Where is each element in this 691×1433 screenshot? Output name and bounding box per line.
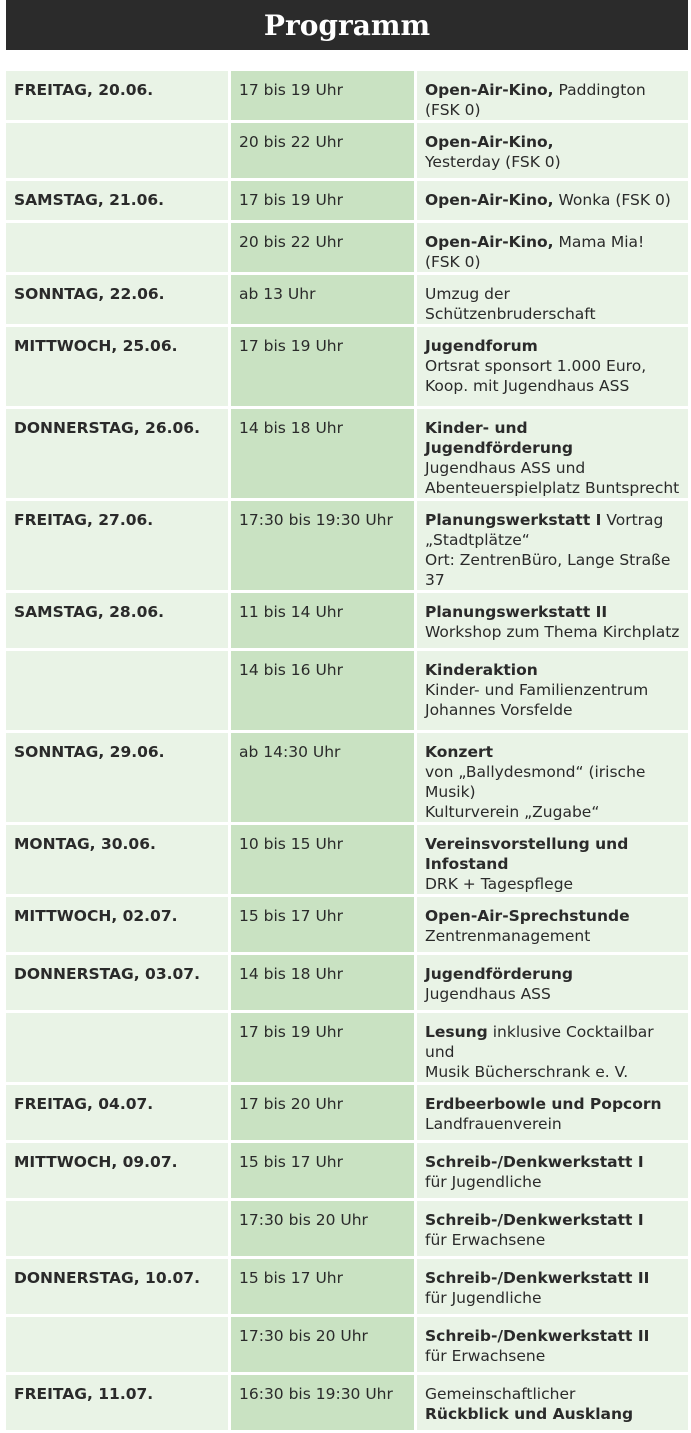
row-time: 20 bis 22 Uhr [228,123,417,178]
row-day: FREITAG, 11.07. [6,1375,228,1430]
table-row [6,1259,688,1314]
row-day: MITTWOCH, 09.07. [6,1143,228,1198]
event-title: Open-Air-Kino, [425,191,554,209]
row-time: 17:30 bis 20 Uhr [228,1201,417,1256]
row-event [417,327,688,406]
event-title: Jugendförderung [425,965,573,983]
row-event [417,1201,688,1256]
table-row [6,71,688,120]
table-row [6,897,688,952]
event-title: Rückblick und Ausklang [425,1405,634,1423]
row-time: 20 bis 22 Uhr [228,223,417,272]
row-time: ab 14:30 Uhr [228,733,417,822]
row-time: 17:30 bis 20 Uhr [228,1317,417,1372]
row-day: SAMSTAG, 21.06. [6,181,228,220]
row-time: 15 bis 17 Uhr [228,897,417,952]
event-text: Zentrenmanagement [425,927,591,945]
event-text: „Stadtplätze“ [425,531,530,549]
row-time: 11 bis 14 Uhr [228,593,417,648]
row-day: SAMSTAG, 28.06. [6,593,228,648]
row-time: ab 13 Uhr [228,275,417,324]
row-day [6,1013,228,1082]
event-title: Open-Air-Kino, [425,81,554,99]
event-text: Landfrauenverein [425,1115,562,1133]
event-title: Konzert [425,743,494,761]
event-text: Workshop zum Thema Kirchplatz [425,623,680,641]
event-title: Schreib-/Denkwerkstatt I [425,1153,644,1171]
event-text: Jugendhaus ASS und [425,459,586,477]
row-day [6,1317,228,1372]
event-text: Mama Mia! (FSK 0) [425,233,645,271]
event-title: Planungswerkstatt I [425,511,602,529]
event-text: Abenteuerspielplatz Buntsprecht [425,479,680,497]
page-title: Programm [6,0,688,50]
event-text: Gemeinschaftlicher [425,1385,576,1403]
row-time: 16:30 bis 19:30 Uhr [228,1375,417,1430]
row-day: MITTWOCH, 25.06. [6,327,228,406]
event-text: für Erwachsene [425,1231,546,1249]
row-day: MONTAG, 30.06. [6,825,228,894]
event-text: Yesterday (FSK 0) [425,153,561,171]
row-event [417,1375,688,1430]
event-text: inklusive Cocktailbar und [425,1023,654,1061]
row-time: 17 bis 19 Uhr [228,1013,417,1082]
row-event [417,825,688,894]
table-row [6,825,688,894]
table-row [6,123,688,178]
table-row [6,223,688,272]
event-title: Lesung [425,1023,488,1041]
event-text: Kulturverein „Zugabe“ [425,803,600,821]
row-event [417,651,688,730]
event-title: Jugendforum [425,337,538,355]
event-text: Vortrag [601,511,664,529]
row-day: DONNERSTAG, 10.07. [6,1259,228,1314]
event-text: Umzug der Schützenbruderschaft [425,285,596,323]
row-event [417,593,688,648]
table-row [6,1375,688,1430]
row-day [6,651,228,730]
event-text: Musik Bücherschrank e. V. [425,1063,629,1081]
event-title: Open-Air-Sprechstunde [425,907,630,925]
row-event [417,501,688,590]
row-event [417,1085,688,1140]
row-event [417,1317,688,1372]
event-text: Jugendhaus ASS [425,985,551,1003]
event-text: Koop. mit Jugendhaus ASS [425,377,630,395]
row-event [417,71,688,120]
event-text: Paddington (FSK 0) [425,81,646,119]
event-title: Kinder- und Jugendförderung [425,419,573,457]
table-row [6,1013,688,1082]
event-title: Schreib-/Denkwerkstatt I [425,1211,644,1229]
row-day [6,1201,228,1256]
row-day: DONNERSTAG, 26.06. [6,409,228,498]
row-day: MITTWOCH, 02.07. [6,897,228,952]
program-table [6,68,688,1433]
event-text: Kinder- und Familienzentrum [425,681,649,699]
table-row [6,501,688,590]
row-day: SONNTAG, 29.06. [6,733,228,822]
row-day: SONNTAG, 22.06. [6,275,228,324]
table-row [6,181,688,220]
event-text: Wonka (FSK 0) [553,191,671,209]
table-row [6,733,688,822]
row-event [417,1013,688,1082]
event-text: Johannes Vorsfelde [425,701,573,719]
event-title: Schreib-/Denkwerkstatt II [425,1327,650,1345]
row-time: 14 bis 18 Uhr [228,955,417,1010]
row-day: FREITAG, 04.07. [6,1085,228,1140]
row-time: 17 bis 19 Uhr [228,71,417,120]
row-time: 17:30 bis 19:30 Uhr [228,501,417,590]
row-day: DONNERSTAG, 03.07. [6,955,228,1010]
row-time: 10 bis 15 Uhr [228,825,417,894]
event-text: Ortsrat sponsort 1.000 Euro, [425,357,647,375]
row-time: 15 bis 17 Uhr [228,1143,417,1198]
table-row [6,593,688,648]
row-event [417,275,688,324]
event-text: für Jugendliche [425,1173,542,1191]
row-day [6,123,228,178]
event-title: Kinderaktion [425,661,538,679]
event-title: Open-Air-Kino, [425,233,554,251]
row-time: 17 bis 20 Uhr [228,1085,417,1140]
table-row [6,955,688,1010]
program-table-body [6,71,688,1430]
table-row [6,327,688,406]
row-event [417,409,688,498]
row-event [417,733,688,822]
row-event [417,181,688,220]
event-title: Schreib-/Denkwerkstatt II [425,1269,650,1287]
table-row [6,1201,688,1256]
table-row [6,651,688,730]
row-day: FREITAG, 27.06. [6,501,228,590]
row-time: 17 bis 19 Uhr [228,181,417,220]
row-time: 15 bis 17 Uhr [228,1259,417,1314]
row-time: 17 bis 19 Uhr [228,327,417,406]
row-event [417,1259,688,1314]
row-time: 14 bis 16 Uhr [228,651,417,730]
row-time: 14 bis 18 Uhr [228,409,417,498]
table-row [6,1143,688,1198]
event-text: DRK + Tagespflege [425,875,574,893]
event-title: Open-Air-Kino, [425,133,554,151]
row-event [417,223,688,272]
event-title: Erdbeerbowle und Popcorn [425,1095,662,1113]
table-row [6,1085,688,1140]
table-row [6,1317,688,1372]
row-event [417,897,688,952]
row-day: FREITAG, 20.06. [6,71,228,120]
row-event [417,955,688,1010]
table-row [6,409,688,498]
row-event [417,123,688,178]
table-row [6,275,688,324]
row-event [417,1143,688,1198]
event-text: für Erwachsene [425,1347,546,1365]
event-text: Ort: ZentrenBüro, Lange Straße 37 [425,551,671,589]
event-text: für Jugendliche [425,1289,542,1307]
event-text: von „Ballydesmond“ (irische Musik) [425,763,646,801]
event-title: Vereinsvorstellung und Infostand [425,835,629,873]
row-day [6,223,228,272]
event-title: Planungswerkstatt II [425,603,608,621]
